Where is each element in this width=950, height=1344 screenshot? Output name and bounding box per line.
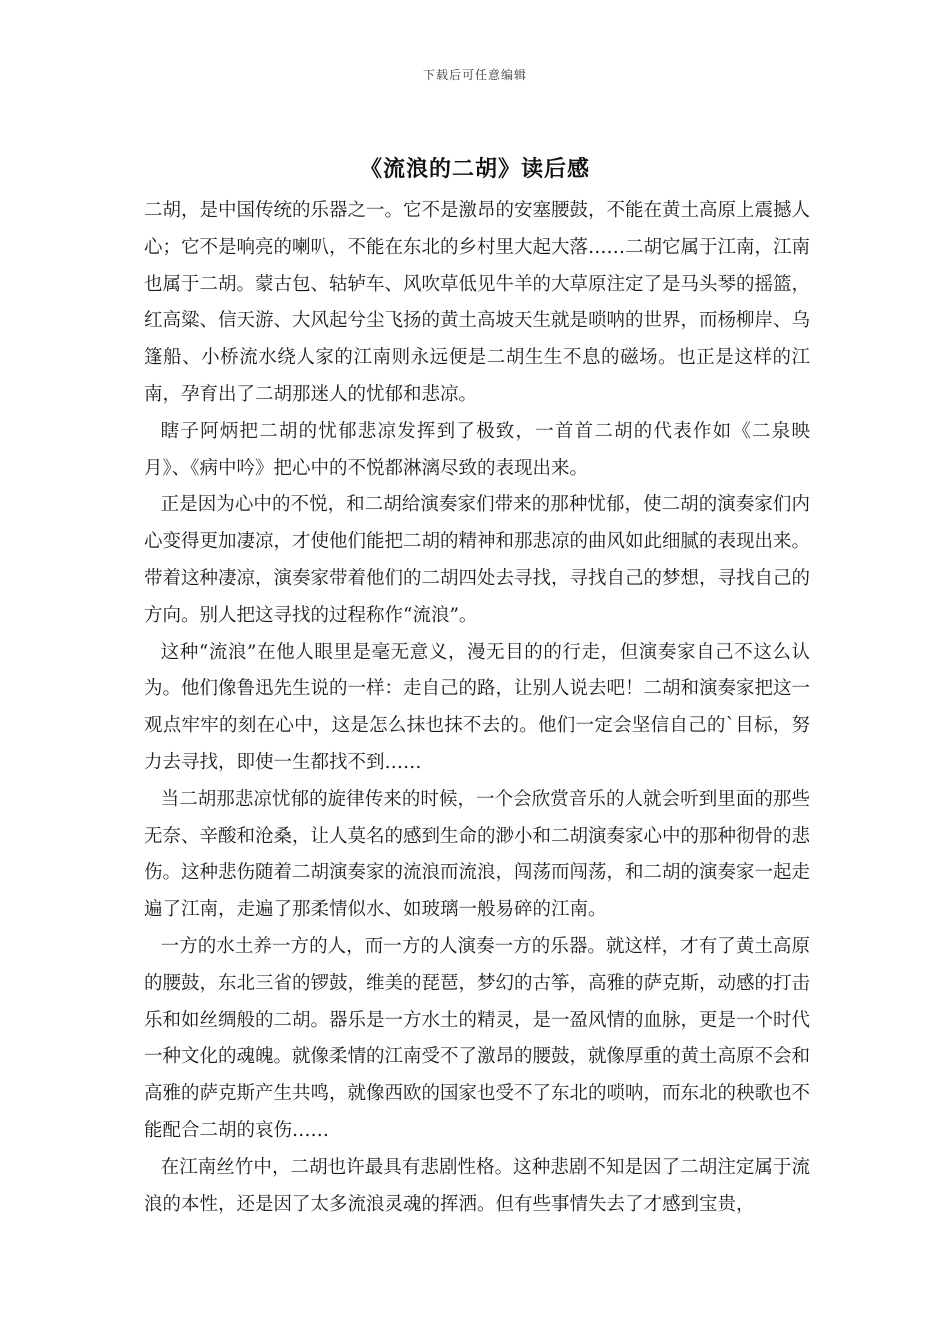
header-note: 下载后可任意编辑 xyxy=(422,68,527,82)
paragraph-4: 这种“流浪”在他人眼里是毫无意义，漫无目的的行走，但演奏家自己不这么认为。他们像鲁迅先生说的一样：走自己的路，让别人说去吧！二胡和演奏家把这一观点牢牢的刻在心中，这是怎么抹也抹不去的。他们一定会坚信自己的`目标，努力去寻找，即使一生都找不到…… xyxy=(144,641,811,773)
document-title: 《流浪的二胡》读后感 xyxy=(359,156,590,182)
paragraph-1: 二胡，是中国传统的乐器之一。它不是激昂的安塞腰鼓，不能在黄土高原上震撼人心；它不是响亮的喇叭，不能在东北的乡村里大起大落……二胡它属于江南，江南也属于二胡。蒙古包、轱轳车、风吹草低见牛羊的大草原注定了是马头琴的摇篮，红高粱、信天游、大风起兮尘飞扬的黄土高坡天生就是唢呐的世界，而杨柳岸、乌篷船、小桥流水绕人家的江南则永远便是二胡生生不息的磁场。也正是这样的江南，孕育出了二胡那迷人的忧郁和悲凉。 xyxy=(144,200,811,405)
document-body xyxy=(144,193,810,1223)
paragraph-6: 一方的水土养一方的人，而一方的人演奏一方的乐器。就这样，才有了黄土高原的腰鼓，东北三省的锣鼓，维美的琵琶，梦幻的古筝，高雅的萨克斯，动感的打击乐和如丝绸般的二胡。器乐是一方水土的精灵，是一盈风情的血脉，更是一个时代一种文化的魂魄。就像柔情的江南受不了激昂的腰鼓，就像厚重的黄土高原不会和高雅的萨克斯产生共鸣，就像西欧的国家也受不了东北的唢呐，而东北的秧歌也不能配合二胡的哀伤…… xyxy=(144,935,811,1141)
paragraph-3: 正是因为心中的不悦，和二胡给演奏家们带来的那种忧郁，使二胡的演奏家们内心变得更加凄凉，才使他们能把二胡的精神和那悲凉的曲风如此细腻的表现出来。带着这种凄凉，演奏家带着他们的二胡四处去寻找，寻找自己的梦想，寻找自己的方向。别人把这寻找的过程称作“流浪”。 xyxy=(144,494,811,626)
paragraph-5: 当二胡那悲凉忧郁的旋律传来的时候，一个会欣赏音乐的人就会听到里面的那些无奈、辛酸和沧桑，让人莫名的感到生命的渺小和二胡演奏家心中的那种彻骨的悲伤。这种悲伤随着二胡演奏家的流浪而流浪，闯荡而闯荡，和二胡的演奏家一起走遍了江南，走遍了那柔情似水、如玻璃一般易碎的江南。 xyxy=(144,788,811,921)
paragraph-2: 瞎子阿炳把二胡的忧郁悲凉发挥到了极致，一首首二胡的代表作如《二泉映月》、《病中吟》把心中的不悦都淋漓尽致的表现出来。 xyxy=(144,420,810,479)
paragraph-7: 在江南丝竹中，二胡也许最具有悲剧性格。这种悲剧不知是因了二胡注定属于流浪的本性，还是因了太多流浪灵魂的挥洒。但有些事情失去了才感到宝贵， xyxy=(144,1156,810,1215)
